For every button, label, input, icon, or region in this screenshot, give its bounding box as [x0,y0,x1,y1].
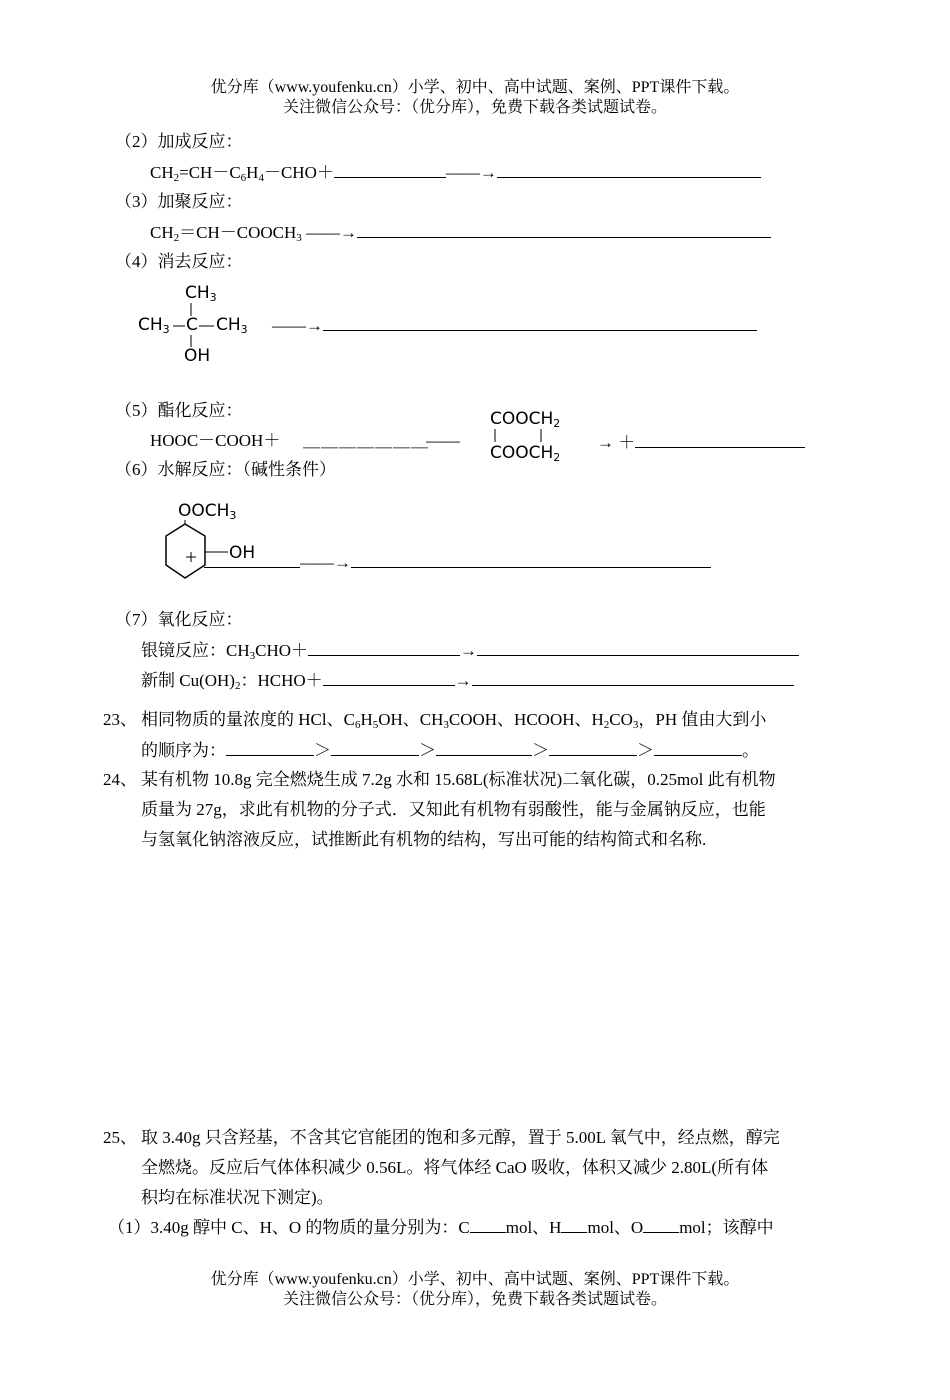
q25-line-2: 全燃烧。反应后气体体积减少 0.56L。将气体经 CaO 吸收，体积又减少 2.80L(所有体 [141,1158,769,1177]
footer-line-1: 优分库（www.youfenku.cn）小学、初中、高中试题、案例、PPT课件下载。 [210,1271,740,1288]
q23-line-1: 相同物质的量浓度的 HCl、$C_6H_5OH$、$CH_3COOH$、HCOOH、$H_2CO_3$，PH 值由大到小 [141,710,767,731]
q4-reaction: ——→ [272,314,757,337]
q25-blank-c[interactable] [470,1216,506,1233]
q23-blank-4[interactable] [549,739,637,756]
q5-label: （5）酯化反应： [115,401,243,420]
q23-line-2: 的顺序为： ＞ ＞ ＞ ＞ 。 [141,741,759,760]
q6-label: （6）水解反应：（碱性条件） [115,460,336,479]
q25-line-3: 积均在标准状况下测定)。 [141,1188,334,1207]
q24-line-3: 与氢氧化钠溶液反应，试推断此有机物的结构，写出可能的结构简式和名称. [141,830,707,849]
q7-silver-blank-product[interactable] [477,639,799,656]
q25-blank-h[interactable] [561,1216,587,1233]
q7-silver-blank-reactant[interactable] [308,639,460,656]
q5-blank-reactant[interactable]: ＿＿＿＿＿＿＿ [303,431,429,450]
q6-blank-reactant[interactable] [204,551,300,568]
q24-line-1: 某有机物 10.8g 完全燃烧生成 7.2g 水和 15.68L(标准状况)二氧化碳，0.25mol 此有机物 [141,770,776,789]
q7-cu-blank-reactant[interactable] [323,669,455,686]
q23-blank-5[interactable] [654,739,742,756]
q23-blank-2[interactable] [331,739,419,756]
q24-line-2: 质量为 27g，求此有机物的分子式．又知此有机物有弱酸性，能与金属钠反应，也能 [141,800,766,819]
footer-line-2: 关注微信公众号：（优分库），免费下载各类试题试卷。 [282,1291,667,1308]
q5-dashes: —— [426,431,460,450]
header-line-2: 关注微信公众号：（优分库），免费下载各类试题试卷。 [282,99,667,116]
q2-equation: $CH_2=CH-C_6H_4-CHO+$ ——→ [150,161,761,184]
q24-number: 24、 [103,770,137,789]
q3-label: （3）加聚反应： [115,192,243,211]
q25-line-1: 取 3.40g 只含羟基，不含其它官能团的饱和多元醇，置于 5.00L 氧气中，经点燃，醇完 [141,1128,780,1147]
q4-label: （4）消去反应： [115,252,243,271]
header-line-1: 优分库（www.youfenku.cn）小学、初中、高中试题、案例、PPT课件下载。 [210,79,740,96]
q6-blank-product[interactable] [351,551,711,568]
q25-sub-1: （1）3.40g 醇中 C、H、O 的物质的量分别为：C mol、H mol、O mol；该醇中 [108,1218,774,1237]
q23-number: 23、 [103,710,137,729]
q25-blank-o[interactable] [643,1216,679,1233]
q5-reaction: → ＋ [597,431,805,454]
q6-reaction: ——→ [204,551,711,574]
q7-silver-mirror: 银镜反应：$CH_3CHO+$ → [141,639,799,662]
q5-equation: HOOC－COOH＋ [150,431,281,450]
q7-cu-blank-product[interactable] [472,669,794,686]
q7-copper-hydroxide: 新制 $Cu(OH)_2$：HCHO＋ → [141,669,794,692]
q23-blank-3[interactable] [436,739,532,756]
q7-label: （7）氧化反应： [115,610,243,629]
q25-number: 25、 [103,1128,137,1147]
q2-label: （2）加成反应： [115,132,243,151]
q23-blank-1[interactable] [226,739,314,756]
q3-equation: $CH_2=CH-COOCH_3$ ——→ [150,221,771,244]
